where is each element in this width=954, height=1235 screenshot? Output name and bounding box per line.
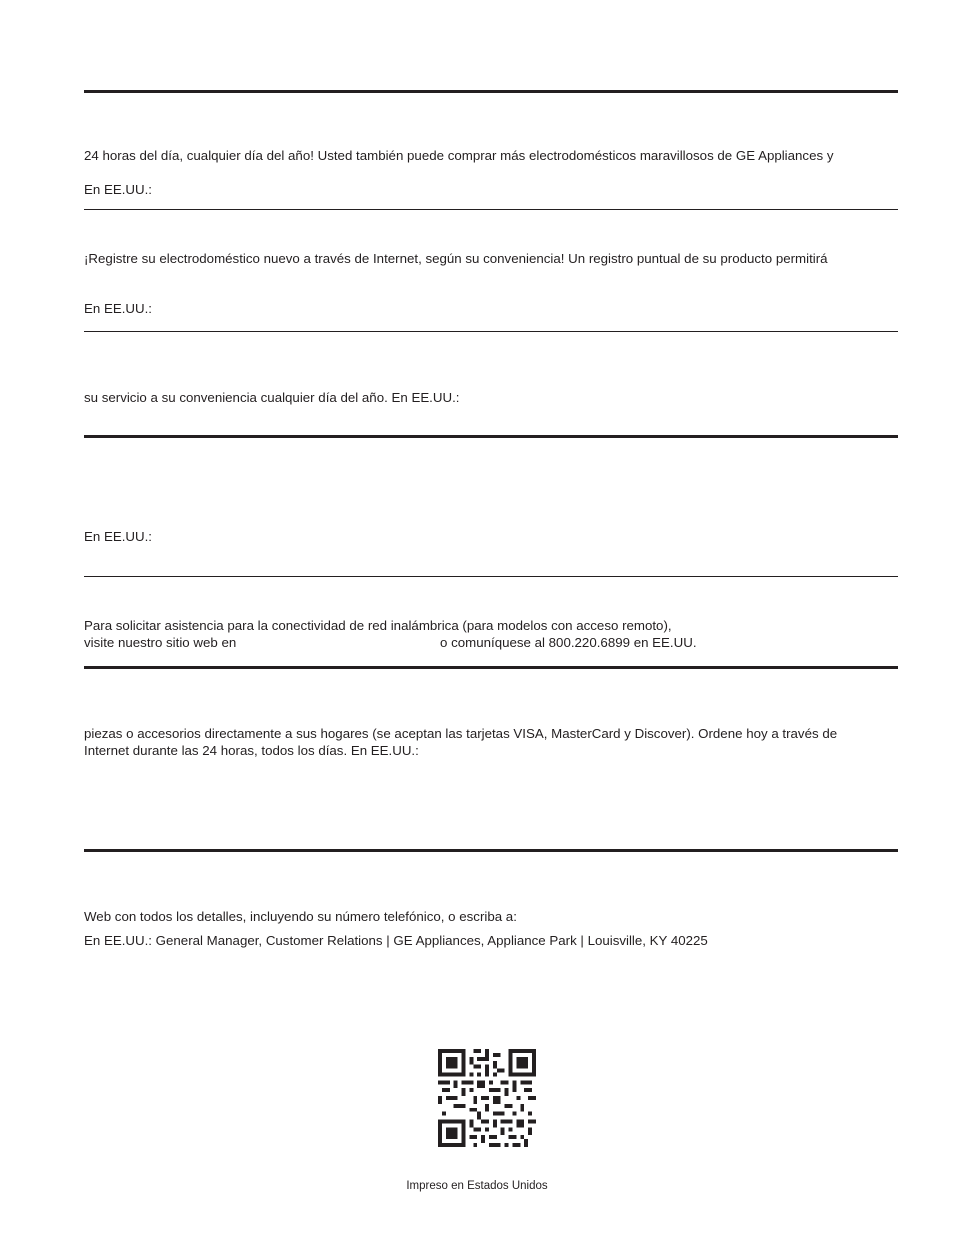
parts-text: piezas o accesorios directamente a sus hogares (se aceptan las tarjetas VISA, MasterCard y Discover). Ordene hoy a través de xyxy=(84,726,838,741)
connectivity-text: Para solicitar asistencia para la conectividad de red inalámbrica (para modelos con acceso remoto), xyxy=(84,618,672,633)
service-text: su servicio a su conveniencia cualquier día del año. En EE.UU.: xyxy=(84,390,460,405)
products-region-label: En EE.UU.: xyxy=(84,182,152,197)
connectivity-phone-text: o comuníquese al 800.220.6899 en EE.UU. xyxy=(440,635,697,650)
register-text: ¡Registre su electrodoméstico nuevo a través de Internet, según su conveniencia! Un registro puntual de su producto permitirá xyxy=(84,251,828,266)
register-region-label: En EE.UU.: xyxy=(84,301,152,316)
section-divider xyxy=(84,331,898,332)
contact-text: Web con todos los detalles, incluyendo su número telefónico, o escriba a: xyxy=(84,909,517,924)
section-divider xyxy=(84,435,898,438)
section-divider xyxy=(84,849,898,852)
products-text: 24 horas del día, cualquier día del año! Usted también puede comprar más electrodomésticos maravillosos de GE Appliances y xyxy=(84,148,834,163)
printed-in-label: Impreso en Estados Unidos xyxy=(406,1180,548,1192)
contact-address: En EE.UU.: General Manager, Customer Relations | GE Appliances, Appliance Park | Louisville, KY 40225 xyxy=(84,933,708,948)
section-divider xyxy=(84,90,898,93)
section-divider xyxy=(84,209,898,210)
connectivity-website-text: visite nuestro sitio web en xyxy=(84,635,237,650)
section-divider xyxy=(84,666,898,669)
section-divider xyxy=(84,576,898,577)
qr-code-icon xyxy=(438,1049,536,1147)
parts-text-2: Internet durante las 24 horas, todos los días. En EE.UU.: xyxy=(84,743,419,758)
warranty-region-label: En EE.UU.: xyxy=(84,529,152,544)
